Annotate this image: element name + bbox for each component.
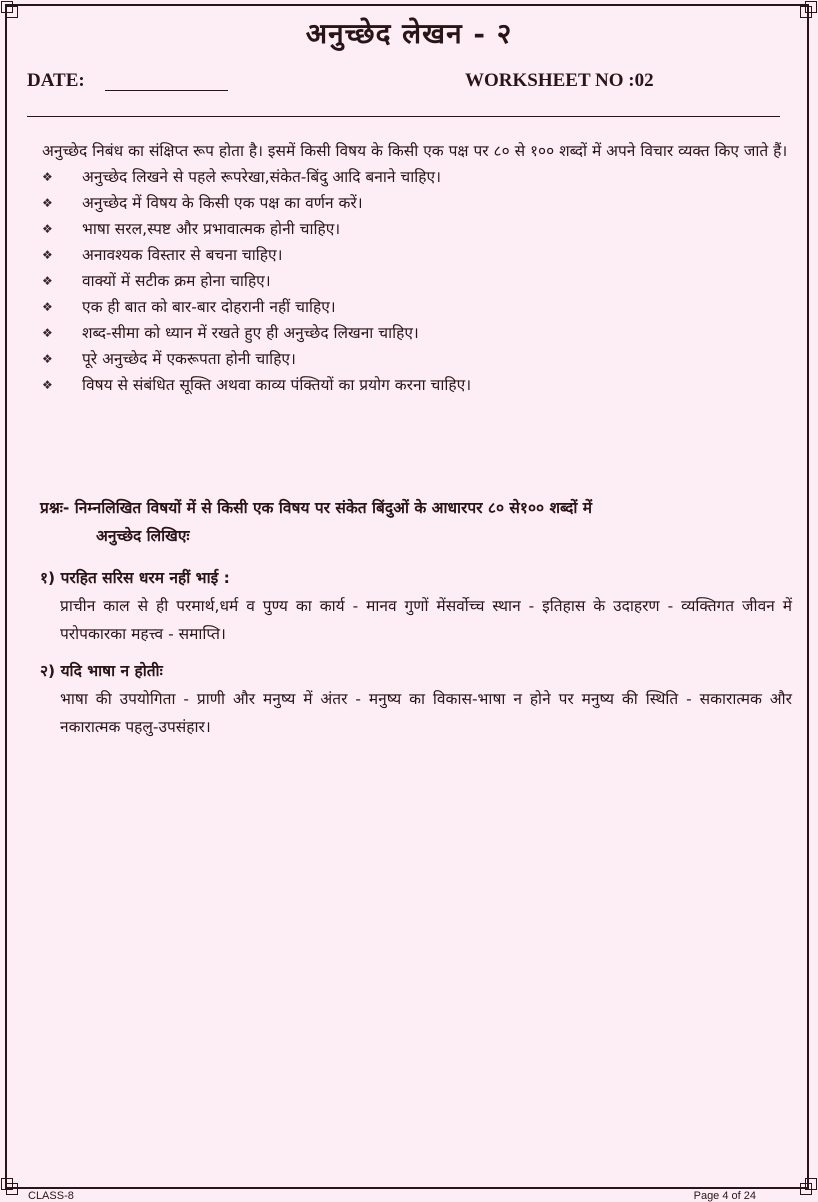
topic-heading xyxy=(40,564,792,592)
list-item xyxy=(42,372,790,398)
header-divider xyxy=(27,116,780,117)
question-line-1 xyxy=(40,494,790,522)
rule-text: पूरे अनुच्छेद में एकरूपता होनी चाहिए। xyxy=(82,350,296,368)
footer-class-label: CLASS-8 xyxy=(28,1190,74,1202)
footer-page-number: Page 4 of 24 xyxy=(693,1190,756,1202)
question-label: प्रश्नः- xyxy=(40,499,70,517)
date-label: DATE: xyxy=(27,70,85,91)
rules-list xyxy=(42,164,790,398)
rule-text: वाक्यों में सटीक क्रम होना चाहिए। xyxy=(82,272,271,290)
diamond-bullet-icon: ❖ xyxy=(42,352,53,366)
page-title: अनुच्छेद लेखन - २ xyxy=(305,17,513,50)
question-prompt xyxy=(40,494,790,550)
rule-text: अनुच्छेद लिखने से पहले रूपरेखा,संकेत-बिंदु आदि बनाने चाहिए। xyxy=(82,168,441,186)
question-line-2: अनुच्छेद लिखिएः xyxy=(96,527,190,545)
topic-title: यदि भाषा न होतीः xyxy=(60,662,163,680)
question-text: निम्नलिखित विषयों में से किसी एक विषय पर संकेत बिंदुओं के आधारपर ८० से१०० शब्दों में xyxy=(74,499,593,517)
topic-title: परहित सरिस धरम नहीं भाई : xyxy=(60,569,230,587)
list-item xyxy=(42,294,790,320)
topic-2 xyxy=(40,657,792,741)
diamond-bullet-icon: ❖ xyxy=(42,222,53,236)
topic-1 xyxy=(40,564,792,648)
topic-number: १) xyxy=(40,569,56,587)
corner-ornament-bottom-left-inner xyxy=(6,1183,18,1195)
worksheet-number: WORKSHEET NO :02 xyxy=(465,70,654,91)
diamond-bullet-icon: ❖ xyxy=(42,170,53,184)
diamond-bullet-icon: ❖ xyxy=(42,378,53,392)
intro-paragraph: अनुच्छेद निबंध का संक्षिप्त रूप होता है। इसमें किसी विषय के किसी एक पक्ष पर ८० से १०० शब्दों में अपने विचार व्यक्त किए जाते हैं। xyxy=(42,142,788,160)
rule-text: अनुच्छेद में विषय के किसी एक पक्ष का वर्णन करें। xyxy=(82,194,363,212)
list-item xyxy=(42,216,790,242)
topic-points: प्राचीन काल से ही परमार्थ,धर्म व पुण्य का कार्य - मानव गुणों मेंसर्वोच्च स्थान - इतिहास के उदाहरण - व्यक्तिगत जीवन में परोपकारका महत्त्व - समाप्ति। xyxy=(60,597,792,643)
list-item xyxy=(42,320,790,346)
list-item xyxy=(42,190,790,216)
diamond-bullet-icon: ❖ xyxy=(42,300,53,314)
corner-ornament-bottom-right-inner xyxy=(800,1183,812,1195)
list-item xyxy=(42,164,790,190)
rule-text: विषय से संबंधित सूक्ति अथवा काव्य पंक्तियों का प्रयोग करना चाहिए। xyxy=(82,376,472,394)
diamond-bullet-icon: ❖ xyxy=(42,326,53,340)
rule-text: भाषा सरल,स्पष्ट और प्रभावात्मक होनी चाहिए। xyxy=(82,220,341,238)
rule-text: शब्द-सीमा को ध्यान में रखते हुए ही अनुच्छेद लिखना चाहिए। xyxy=(82,324,419,342)
date-field[interactable] xyxy=(105,90,228,91)
diamond-bullet-icon: ❖ xyxy=(42,274,53,288)
intro-section xyxy=(42,138,790,398)
list-item xyxy=(42,268,790,294)
meta-row xyxy=(27,68,787,98)
topic-number: २) xyxy=(40,662,56,680)
diamond-bullet-icon: ❖ xyxy=(42,196,53,210)
list-item xyxy=(42,242,790,268)
topic-heading xyxy=(40,657,792,685)
diamond-bullet-icon: ❖ xyxy=(42,248,53,262)
topic-points: भाषा की उपयोगिता - प्राणी और मनुष्य में अंतर - मनुष्य का विकास-भाषा न होने पर मनुष्य की स्थिति - सकारात्मक और नकारात्मक पहलु-उपसंहार। xyxy=(60,690,792,736)
rule-text: अनावश्यक विस्तार से बचना चाहिए। xyxy=(82,246,283,264)
list-item xyxy=(42,346,790,372)
rule-text: एक ही बात को बार-बार दोहरानी नहीं चाहिए। xyxy=(82,298,336,316)
